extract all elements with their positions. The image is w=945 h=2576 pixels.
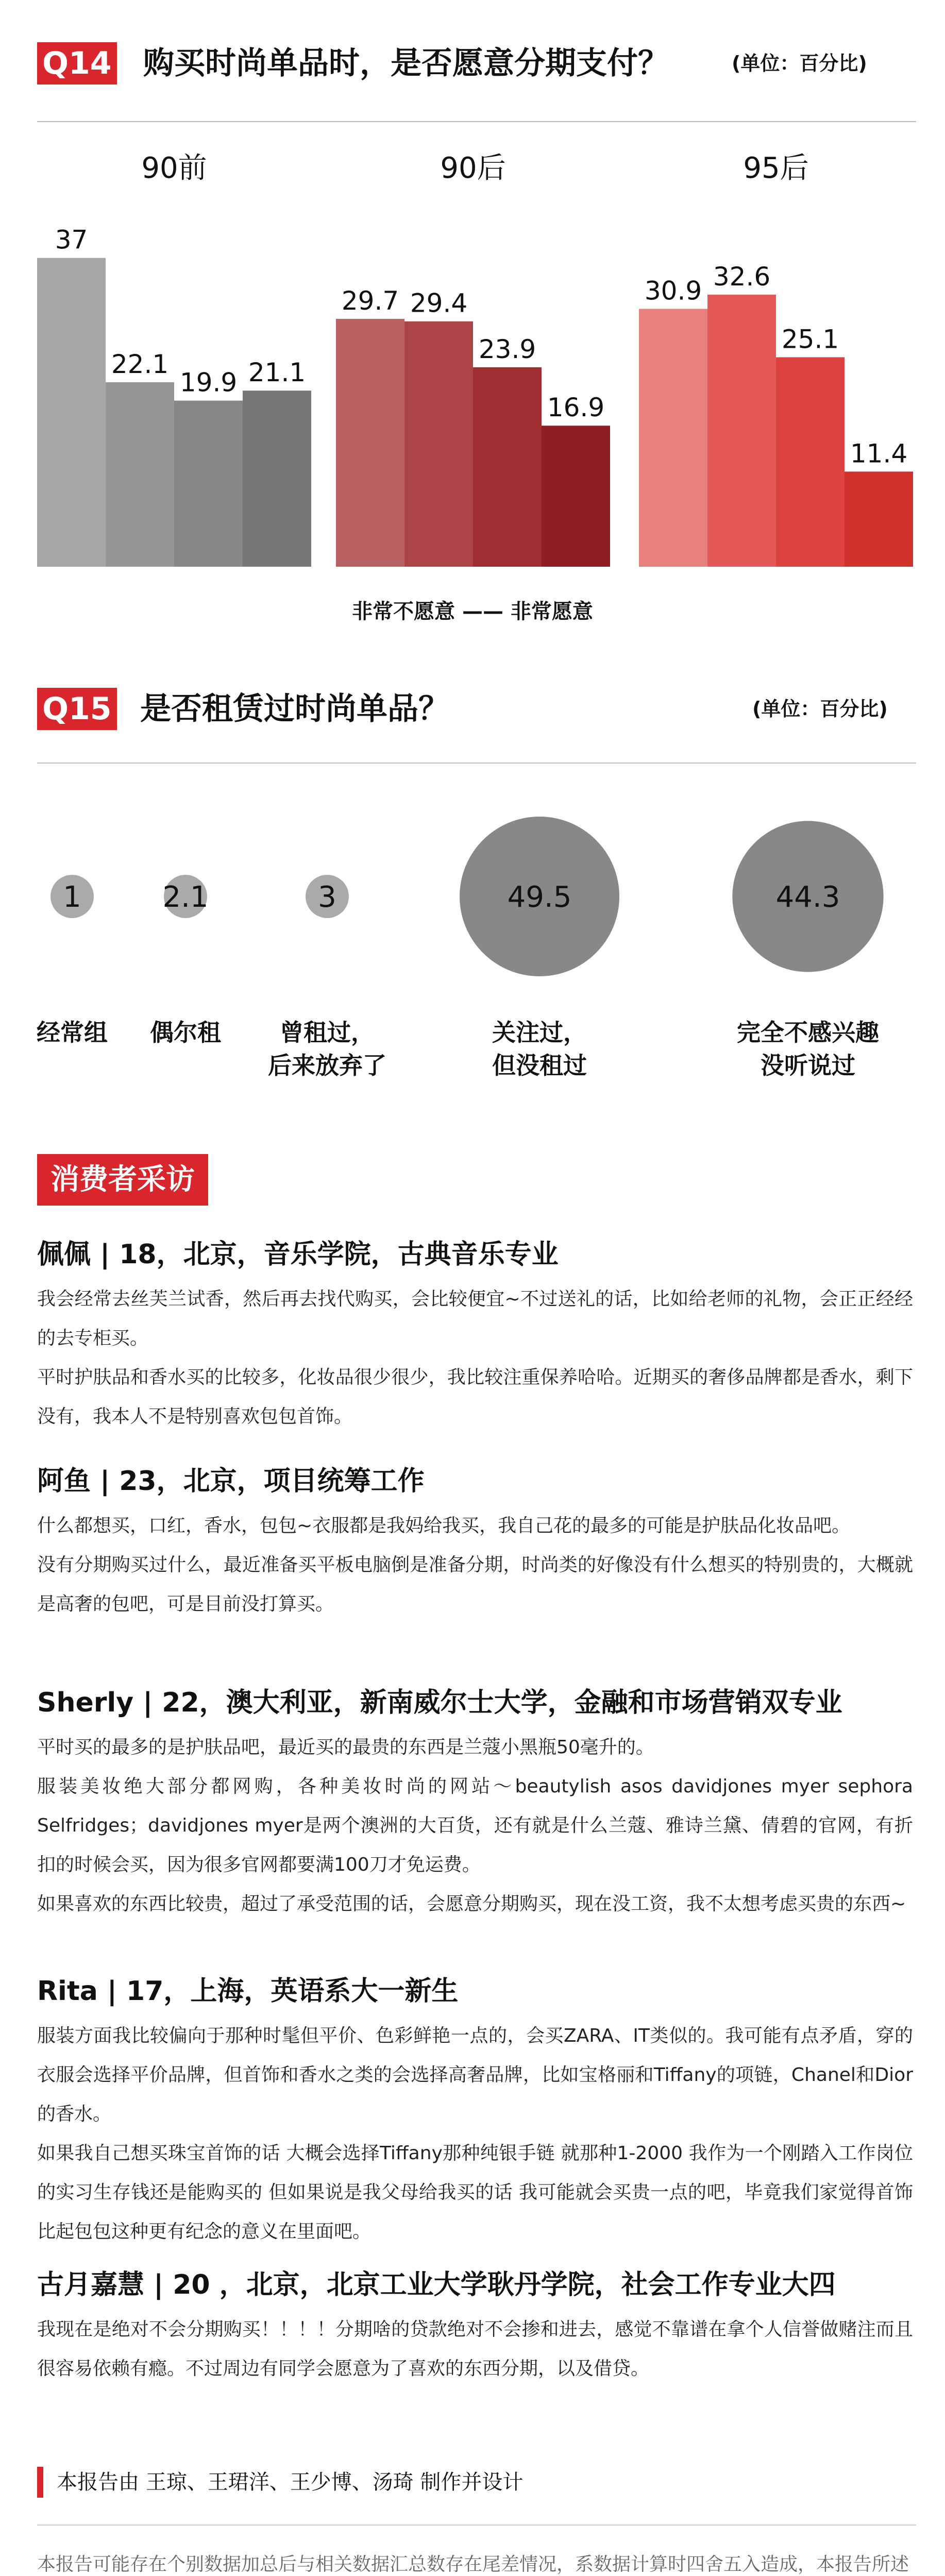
bar-value-label: 21.1	[248, 358, 306, 388]
report-footnote: 本报告可能存在个别数据加总后与相关数据汇总数存在尾差情况，系数据计算时四舍五入造成，本报告所述	[37, 2554, 909, 2575]
bar-value-label: 37	[55, 225, 88, 255]
bar	[707, 295, 776, 567]
category-label: 完全不感兴趣	[737, 1019, 879, 1046]
group-label: 90前	[141, 151, 207, 185]
bar	[174, 401, 243, 567]
interview-paragraph: 什么都想买，口红，香水，包包~衣服都是我妈给我买，我自己花的最多的可能是护肤品化妆品吧。	[37, 1515, 851, 1536]
installment-willingness-bar-chart	[0, 139, 945, 634]
interviewee-header: 阿鱼 | 23，北京，项目统筹工作	[37, 1466, 425, 1497]
bar	[336, 319, 404, 567]
interview-block	[37, 1463, 913, 1624]
bar-value-label: 16.9	[547, 393, 605, 423]
interview-block	[37, 1236, 913, 1436]
interview-paragraph: 平时买的最多的是护肤品吧，最近买的最贵的东西是兰蔻小黑瓶50毫升的。	[37, 1737, 654, 1758]
interview-paragraph: 我现在是绝对不会分期购买！！！！分期啥的贷款绝对不会掺和进去，感觉不靠谱在拿个人信誉做赌注而且很容易依赖有瘾。不过周边有同学会愿意为了喜欢的东西分期，以及借贷。	[37, 2319, 913, 2379]
bubble-value-label: 49.5	[507, 880, 572, 914]
bar-value-label: 19.9	[179, 367, 238, 398]
interview-paragraph: 没有分期购买过什么，最近准备买平板电脑倒是准备分期，时尚类的好像没有什么想买的特别贵的，大概就是高奢的包吧，可是目前没打算买。	[37, 1554, 913, 1615]
category-label: 没听说过	[761, 1052, 855, 1079]
footer-divider	[37, 2524, 916, 2526]
bar-value-label: 11.4	[850, 438, 908, 469]
bar	[473, 367, 542, 567]
interview-paragraph: 如果我自己想买珠宝首饰的话 大概会选择Tiffany那种纯银手链 就那种1-2000 我作为一个刚踏入工作岗位的实习生存钱还是能购买的 但如果说是我父母给我买的话 我可能就会买贵一点的吧，毕竟我们家觉得首饰比起包包这种更有纪念的意义在里面吧。	[37, 2143, 913, 2242]
q14-tag: Q14	[37, 42, 117, 84]
group-label: 95后	[743, 151, 809, 185]
q15-unit: (单位：百分比)	[752, 698, 888, 720]
bar-value-label: 25.1	[781, 324, 839, 354]
bar-value-label: 23.9	[478, 334, 536, 364]
bar-value-label: 32.6	[713, 261, 771, 292]
category-label: 关注过，	[492, 1019, 587, 1046]
bubble-value-label: 44.3	[775, 880, 840, 914]
bar	[845, 471, 913, 567]
interview-paragraph: 我会经常去丝芙兰试香，然后再去找代购买，会比较便宜~不过送礼的话，比如给老师的礼物，会正正经经的去专柜买。	[37, 1289, 913, 1349]
scale-label: 非常不愿意 —— 非常愿意	[352, 600, 593, 623]
q15-divider	[37, 762, 916, 764]
bar-value-label: 29.7	[341, 285, 399, 316]
q14-title: 购买时尚单品时，是否愿意分期支付？	[143, 45, 669, 81]
q15-title: 是否租赁过时尚单品？	[140, 691, 449, 727]
bar	[776, 357, 845, 567]
interviewee-header: Rita | 17，上海，英语系大一新生	[37, 1976, 459, 2007]
q14-divider	[37, 121, 916, 122]
interview-block	[37, 1685, 913, 1924]
category-label: 但没租过	[492, 1052, 587, 1079]
report-credits: 本报告由 王琼、王珺洋、王少博、汤琦 制作并设计	[37, 2467, 523, 2498]
bubble-value-label: 2.1	[162, 880, 209, 914]
bar	[106, 382, 174, 567]
group-label: 90后	[440, 151, 506, 185]
interview-paragraph: 平时护肤品和香水买的比较多，化妆品很少很少，我比较注重保养哈哈。近期买的奢侈品牌都是香水，剩下没有，我本人不是特别喜欢包包首饰。	[37, 1367, 913, 1427]
interviewee-header: 古月嘉慧 | 20 ，北京，北京工业大学耿丹学院，社会工作专业大四	[37, 2269, 836, 2300]
category-label: 偶尔租	[150, 1019, 221, 1046]
interview-paragraph: 服装方面我比较偏向于那种时髦但平价、色彩鲜艳一点的，会买ZARA、IT类似的。我可能有点矛盾，穿的衣服会选择平价品牌，但首饰和香水之类的会选择高奢品牌，比如宝格丽和Tiffany的项链，Chanel和Dior的香水。	[37, 2025, 913, 2125]
bar-value-label: 30.9	[644, 276, 702, 306]
bubble-value-label: 1	[63, 880, 81, 914]
bar-value-label: 29.4	[410, 288, 468, 318]
category-label: 后来放弃了	[268, 1052, 386, 1079]
category-label: 曾租过，	[280, 1019, 375, 1046]
interviewee-header: 佩佩 | 18，北京，音乐学院，古典音乐专业	[37, 1239, 559, 1270]
bar	[639, 309, 707, 567]
interview-block	[37, 1973, 913, 2251]
interview-paragraph: 服装美妆绝大部分都网购，各种美妆时尚的网站～beautylish asos davidjones myer sephora Selfridges；davidjones myer是两个澳洲的大百货，还有就是什么兰蔻、雅诗兰黛、倩碧的官网，有折扣的时候会买，因为很多官网都要满100刀才免运费。	[37, 1776, 913, 1875]
interview-block	[37, 2267, 913, 2388]
interview-paragraph: 如果喜欢的东西比较贵，超过了承受范围的话，会愿意分期购买，现在没工资，我不太想考虑买贵的东西~	[37, 1893, 906, 1914]
bar	[37, 258, 106, 567]
category-label: 经常组	[37, 1019, 108, 1046]
bar	[404, 321, 473, 567]
bar	[542, 426, 610, 567]
q15-tag: Q15	[37, 688, 117, 730]
bar-value-label: 22.1	[111, 349, 169, 379]
q14-unit: (单位：百分比)	[732, 52, 867, 75]
interviewee-header: Sherly | 22，澳大利亚，新南威尔士大学，金融和市场营销双专业	[37, 1687, 842, 1718]
rental-experience-bubble-chart	[0, 773, 945, 1113]
interviews-heading: 消费者采访	[37, 1154, 208, 1206]
bar	[243, 391, 311, 567]
bubble-value-label: 3	[318, 880, 336, 914]
